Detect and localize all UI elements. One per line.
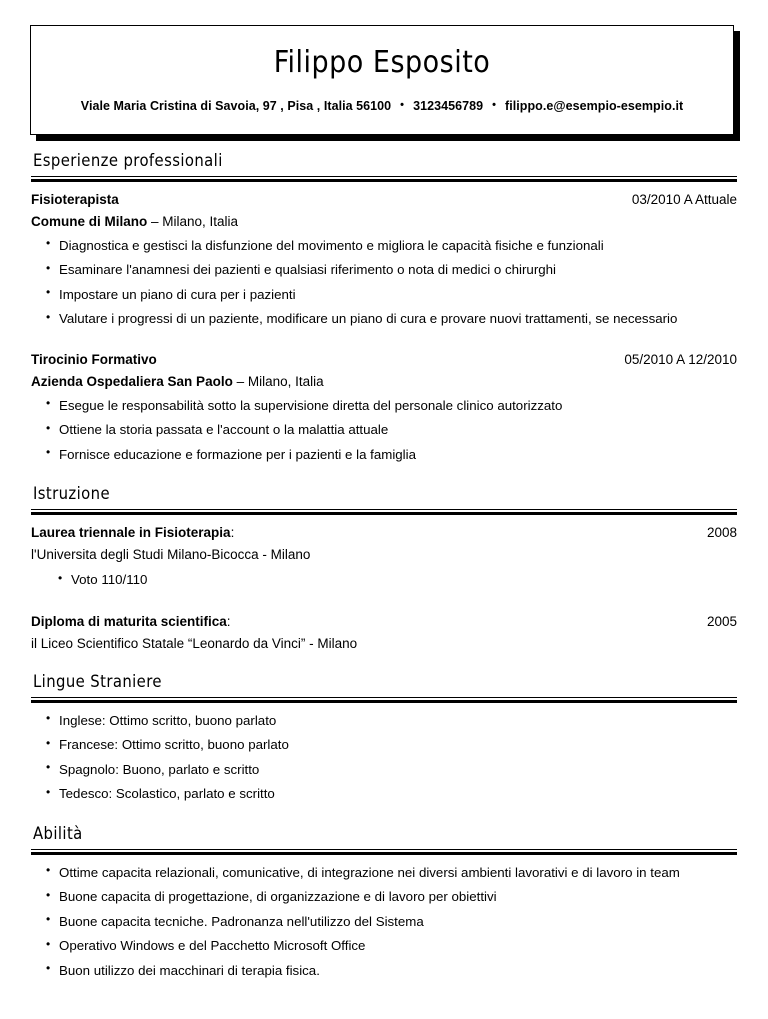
list-item: • Buon utilizzo dei macchinari di terapia fisica. <box>31 960 737 985</box>
school-name: l'Universita degli Studi Milano-Bicocca - Milano <box>31 547 311 563</box>
experience-entry-header <box>31 349 737 371</box>
contact-phone: 3123456789 <box>413 98 484 113</box>
resume-body <box>31 151 737 984</box>
education-entry-header <box>31 611 737 633</box>
contact-separator-icon: • <box>400 98 405 111</box>
section-divider <box>31 697 737 703</box>
contact-address: Viale Maria Cristina di Savoia, 97 , Pisa , Italia 56100 <box>80 98 392 113</box>
degree-colon: : <box>226 613 231 629</box>
education-entry <box>31 611 737 656</box>
experience-entry <box>31 189 737 333</box>
degree-line <box>31 611 231 633</box>
section-heading-languages: Lingue Straniere <box>33 671 162 691</box>
skill-list <box>31 862 737 985</box>
header-box <box>30 25 734 135</box>
degree-title: Laurea triennale in Fisioterapia <box>31 525 231 541</box>
job-date: 05/2010 A 12/2010 <box>624 351 737 367</box>
employer-name: Azienda Ospedaliera San Paolo <box>31 373 233 389</box>
list-item: • Operativo Windows e del Pacchetto Microsoft Office <box>31 935 737 960</box>
list-item: • Francese: Ottimo scritto, buono parlato <box>31 734 737 759</box>
degree-title: Diploma di maturita scientifica <box>31 613 227 629</box>
list-item: • Esaminare l'anamnesi dei pazienti e qualsiasi riferimento o nota di medici o chirurghi <box>31 259 737 284</box>
degree-colon: : <box>230 525 235 541</box>
job-title: Tirocinio Formativo <box>31 351 157 367</box>
list-item: • Tedesco: Scolastico, parlato e scritto <box>31 783 737 808</box>
experience-entry <box>31 349 737 468</box>
employer-line <box>31 371 737 393</box>
section-divider <box>31 509 737 515</box>
job-responsibility-list <box>31 235 737 333</box>
section-experience <box>31 151 737 468</box>
list-item: • Diagnostica e gestisci la disfunzione del movimento e migliora le capacità fisiche e funzionali <box>31 235 737 260</box>
resume-page <box>0 25 768 1019</box>
section-divider <box>31 176 737 182</box>
section-divider <box>31 849 737 855</box>
education-entry <box>31 522 737 593</box>
section-skills <box>31 824 737 985</box>
employer-location: – Milano, Italia <box>232 373 324 389</box>
list-item: • Buone capacita tecniche. Padronanza nell'utilizzo del Sistema <box>31 911 737 936</box>
list-item: • Valutare i progressi di un paziente, modificare un piano di cura e provare nuovi trattamenti, se necessario <box>31 308 737 333</box>
section-languages <box>31 672 737 808</box>
list-item: • Fornisce educazione e formazione per i pazienti e la famiglia <box>31 444 737 469</box>
section-heading-skills: Abilità <box>33 823 83 843</box>
header-card <box>30 25 734 135</box>
list-item: • Buone capacita di progettazione, di organizzazione e di lavoro per obiettivi <box>31 886 737 911</box>
degree-line <box>31 522 234 544</box>
education-detail-list <box>31 569 737 594</box>
employer-line <box>31 211 737 233</box>
list-item: • Esegue le responsabilità sotto la supervisione diretta del personale clinico autorizzato <box>31 395 737 420</box>
list-item: • Inglese: Ottimo scritto, buono parlato <box>31 710 737 735</box>
list-item: • Voto 110/110 <box>31 569 737 594</box>
school-name: il Liceo Scientifico Statale “Leonardo da Vinci” - Milano <box>31 635 358 651</box>
list-item: • Impostare un piano di cura per i pazienti <box>31 284 737 309</box>
contact-separator-icon: • <box>492 98 496 111</box>
education-year: 2008 <box>706 525 737 541</box>
page-title: Filippo Esposito <box>273 45 491 80</box>
language-list <box>31 710 737 808</box>
section-heading-education: Istruzione <box>33 484 110 504</box>
list-item: • Ottime capacita relazionali, comunicative, di integrazione nei diversi ambienti lavorativi e di lavoro in team <box>31 862 737 887</box>
list-item: • Spagnolo: Buono, parlato e scritto <box>31 759 737 784</box>
section-heading-experience: Esperienze professionali <box>33 150 223 170</box>
job-date: 03/2010 A Attuale <box>631 191 737 207</box>
employer-name: Comune di Milano <box>31 213 148 229</box>
employer-location: – Milano, Italia <box>147 213 239 229</box>
job-responsibility-list <box>31 395 737 469</box>
education-entry-header <box>31 522 737 544</box>
experience-entry-header <box>31 189 737 211</box>
contact-line <box>45 94 719 122</box>
job-title: Fisioterapista <box>31 191 119 207</box>
education-year: 2005 <box>706 613 737 629</box>
list-item: • Ottiene la storia passata e l'account o la malattia attuale <box>31 419 737 444</box>
section-education <box>31 484 737 655</box>
contact-email: filippo.e@esempio-esempio.it <box>505 98 684 113</box>
